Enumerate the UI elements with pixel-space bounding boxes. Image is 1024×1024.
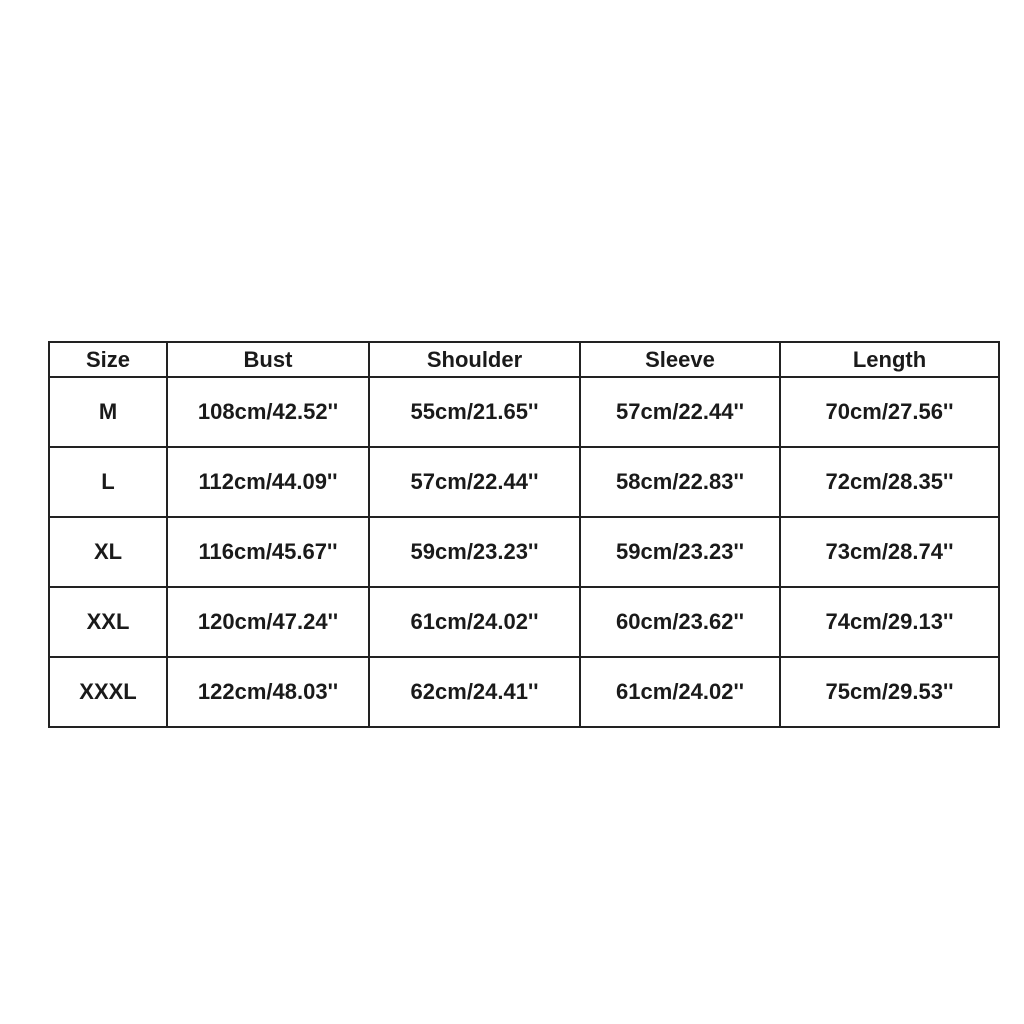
- size-chart-table: [48, 341, 1000, 728]
- length-cell: 74cm/29.13'': [780, 587, 999, 657]
- sleeve-cell: 60cm/23.62'': [580, 587, 780, 657]
- size-cell: XL: [49, 517, 167, 587]
- header-bust: Bust: [167, 342, 369, 377]
- bust-cell: 112cm/44.09'': [167, 447, 369, 517]
- bust-cell: 108cm/42.52'': [167, 377, 369, 447]
- table-row: [49, 447, 999, 517]
- header-length: Length: [780, 342, 999, 377]
- length-cell: 75cm/29.53'': [780, 657, 999, 727]
- header-size: Size: [49, 342, 167, 377]
- size-cell: XXXL: [49, 657, 167, 727]
- shoulder-cell: 61cm/24.02'': [369, 587, 580, 657]
- table-row: [49, 377, 999, 447]
- sleeve-cell: 61cm/24.02'': [580, 657, 780, 727]
- size-cell: XXL: [49, 587, 167, 657]
- shoulder-cell: 57cm/22.44'': [369, 447, 580, 517]
- shoulder-cell: 59cm/23.23'': [369, 517, 580, 587]
- table-row: [49, 517, 999, 587]
- size-cell: M: [49, 377, 167, 447]
- sleeve-cell: 58cm/22.83'': [580, 447, 780, 517]
- bust-cell: 120cm/47.24'': [167, 587, 369, 657]
- header-row: [49, 342, 999, 377]
- size-cell: L: [49, 447, 167, 517]
- sleeve-cell: 59cm/23.23'': [580, 517, 780, 587]
- bust-cell: 116cm/45.67'': [167, 517, 369, 587]
- shoulder-cell: 62cm/24.41'': [369, 657, 580, 727]
- sleeve-cell: 57cm/22.44'': [580, 377, 780, 447]
- shoulder-cell: 55cm/21.65'': [369, 377, 580, 447]
- length-cell: 70cm/27.56'': [780, 377, 999, 447]
- bust-cell: 122cm/48.03'': [167, 657, 369, 727]
- length-cell: 73cm/28.74'': [780, 517, 999, 587]
- table-row: [49, 657, 999, 727]
- length-cell: 72cm/28.35'': [780, 447, 999, 517]
- header-shoulder: Shoulder: [369, 342, 580, 377]
- header-sleeve: Sleeve: [580, 342, 780, 377]
- table-row: [49, 587, 999, 657]
